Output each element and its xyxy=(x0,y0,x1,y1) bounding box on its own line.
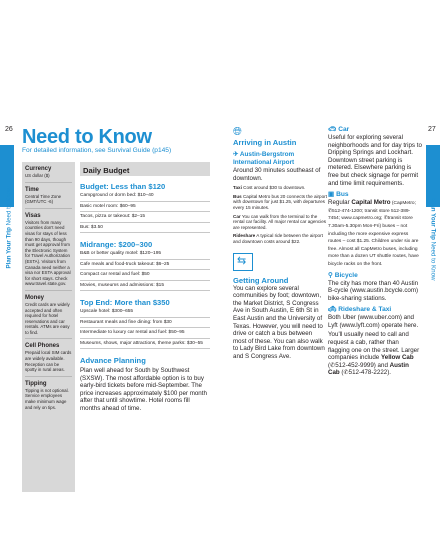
budget-item: Upscale hotel: $300–655 xyxy=(80,307,210,318)
budget-item: Tacos, pizza or takeout: $2–15 xyxy=(80,212,210,223)
budget-item: Restaurant meals and fine dining: from $30 xyxy=(80,318,210,329)
fact-heading: Currency xyxy=(25,166,52,172)
fact-heading: Time xyxy=(25,186,39,193)
bus-icon: ▣ xyxy=(328,191,335,199)
budget-item: Intermediate to luxury car rental and fuel: $50–95 xyxy=(80,328,210,339)
car-icon: 🚗︎ xyxy=(328,126,337,133)
page-title: Need to Know xyxy=(22,126,152,148)
fact-text: Credit cards are widely accepted and often required for hotel reservations and car rentals. ATMs are easy to find. xyxy=(25,301,70,335)
fact-heading: Tipping xyxy=(25,380,47,387)
budget-heading: Daily Budget xyxy=(83,166,130,175)
getting-around-text: You can explore several communities by foot; downtown, the Market District, S Congress Ave in South Austin, E 6th St in East Austin and the University of Texas. However, you will need to drive or catch a bus between most of these. You can also walk to Lady Bird Lake from downtown and S Congress Ave. xyxy=(233,284,325,360)
budget-item: Bus: $3.50 xyxy=(80,223,210,234)
budget-tier-heading: Top End: More than $350 xyxy=(80,298,170,307)
taxi-note: Taxi Cost around $30 to downtown. xyxy=(233,185,306,191)
daily-budget-section xyxy=(80,162,210,413)
side-label-right: Plan Your Trip Need to Know xyxy=(429,198,437,281)
fact-text: Tipping is not optional. Service employees make minimum wage and rely on tips. xyxy=(25,387,69,410)
arriving-heading: Arriving in Austin xyxy=(233,138,297,147)
plane-icon: ✈︎ xyxy=(233,151,239,158)
car-heading: 🚗︎ Car xyxy=(328,126,350,133)
divider xyxy=(25,182,72,183)
globe-icon: 🌐︎ xyxy=(233,126,242,138)
rideshare-heading: 🚕︎ Rideshare & Taxi xyxy=(328,306,392,314)
transport-column xyxy=(328,126,422,377)
budget-tier-heading: Budget: Less than $120 xyxy=(80,182,166,191)
bus-note: Bus Capital Metro bus 20 connects the airport with downtown for just $1.25, with departures every 15 minutes. xyxy=(233,193,327,210)
budget-item: Cafe meals and food-truck takeout: $6–25 xyxy=(80,260,210,271)
page-number-right: 27 xyxy=(428,126,436,133)
fact-heading: Visas xyxy=(25,212,41,219)
budget-item: B&B or better quality motel: $120–195 xyxy=(80,249,210,260)
rideshare-note: Rideshare A typical ride between the airport and downtown costs around $22. xyxy=(233,233,323,244)
getting-around-heading: Getting Around xyxy=(233,275,289,285)
bicycle-icon: ⚲ xyxy=(328,271,333,279)
quick-facts-panel xyxy=(22,162,75,492)
car-note: Car You can walk from the terminal to the rental car facility. All major rental car agencies are represented. xyxy=(233,213,327,230)
side-label-left: Plan Your Trip Need to Know xyxy=(5,186,13,269)
advance-planning-heading: Advance Planning xyxy=(80,356,146,365)
fact-text: Central Time Zone (GMT/UTC -6) xyxy=(25,193,62,205)
budget-item: Campground or dorm bed: $10–40 xyxy=(80,191,210,202)
bicycle-text: The city has more than 40 Austin B-cycle (www.austin.bcycle.com) bike-sharing stations. xyxy=(328,279,419,302)
car-text: Useful for exploring several neighborhoods and for day trips to Dripping Springs and Lockhart. Downtown street parking is metered. Elsewhere parking is free but check signage for permit and time limit requirements. xyxy=(328,134,422,187)
airport-text: Around 30 minutes southeast of downtown. xyxy=(233,167,321,182)
divider xyxy=(25,208,72,209)
fact-text: US dollar ($) xyxy=(25,173,50,178)
budget-item: Movies, museums and admissions: $15 xyxy=(80,281,210,292)
fact-text: Visitors from many countries don't need visas for stays of less than 90 days, though must get approval from the Electronic System for Travel Authorization (ESTA). Visitors from Canada need neither a visa nor ESTA approval for short stays. Check www.travel.state.gov. xyxy=(25,219,71,287)
budget-item: Compact car rental and fuel: $50 xyxy=(80,270,210,281)
airport-heading: ✈︎ Austin-Bergstrom International Airport xyxy=(233,151,295,166)
taxi-icon: 🚕︎ xyxy=(328,306,337,314)
fact-heading: Cell Phones xyxy=(25,343,60,350)
divider xyxy=(25,290,72,291)
fact-heading: Money xyxy=(25,294,45,301)
page-subtitle: For detailed information, see Survival Guide (p145) xyxy=(22,147,172,154)
budget-tier-heading: Midrange: $200–300 xyxy=(80,240,153,249)
budget-item: Basic motel room: $60–95 xyxy=(80,202,210,213)
advance-planning-text: Plan well ahead for South by Southwest (SXSW). The most affordable option is to buy early-bird tickets before mid-September. The price increases approximately $100 per month after that until showtime. Hotel rooms fill months ahead of time. xyxy=(80,367,207,412)
rideshare-text: Both Uber (www.uber.com) and Lyft (www.lyft.com) operate here. xyxy=(328,314,419,329)
bicycle-heading: ⚲ Bicycle xyxy=(328,271,358,279)
divider xyxy=(25,338,72,339)
route-sign-icon: ⇆ xyxy=(233,253,253,271)
fact-text: Prepaid local SIM cards are widely available. Reception can be spotty in rural areas. xyxy=(25,350,72,373)
taxi-text: You'll usually need to call and request a cab, rather than flagging one on the street. Larger companies include Yellow Cab (✆512-452-9999) and Austin Cab (✆512-478-2222). xyxy=(328,331,420,377)
divider xyxy=(25,376,72,377)
budget-item: Museums, shows, major attractions, theme parks: $30–55 xyxy=(80,339,210,350)
page-number-left: 26 xyxy=(5,126,13,133)
bus-heading: ▣ Bus xyxy=(328,191,349,199)
bus-text: Regular Capital Metro (CapMetro; ✆512-474-1200; transit store 512-389-7454; www.capmetro.org; ✆transit store 7.30am-5.30pm Mon-Fri) buses – not including the more expensive express routes – cost $1.25. Children under six are free. Almost all CapMetro buses, including more than a dozen UT shuttle routes, have bicycle racks on the front. xyxy=(328,199,419,267)
arriving-column xyxy=(233,126,327,360)
